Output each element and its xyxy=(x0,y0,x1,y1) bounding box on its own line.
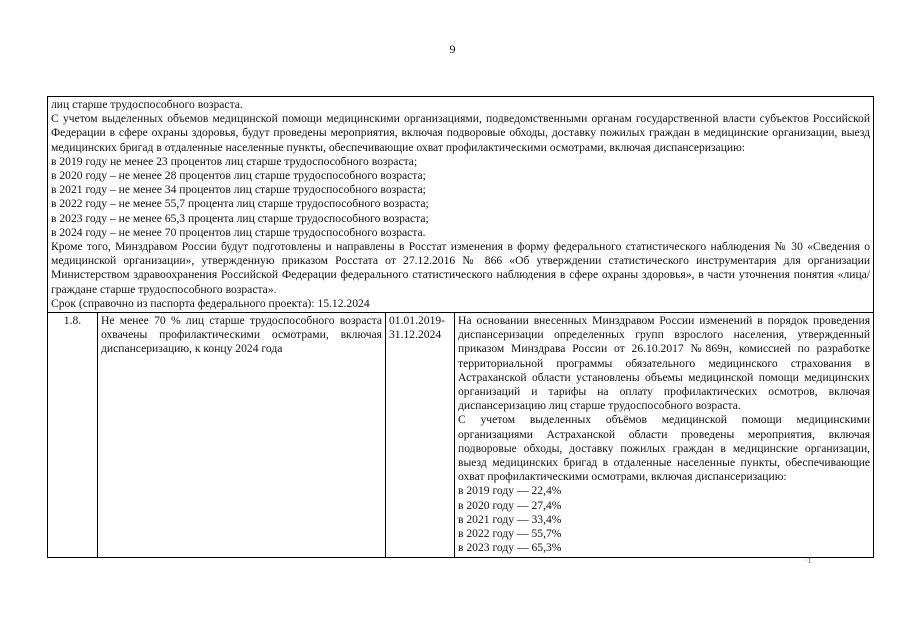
result-paragraph: С учетом выделенных объёмов медицинской помощи медицинскими организациями Астраханской области проведены мероприятия, включая подворовые обходы, доставку пожилых граждан в медицинские организации, выезд медицинских бригад в отдаленные населенные пункты, обеспечивающие охват профилактическими осмотрами, включая диспансеризацию: xyxy=(458,413,871,484)
year-line: в 2023 году – не менее 65,3 процента лиц старше трудоспособного возраста; xyxy=(51,211,429,225)
period-end: 31.12.2024 xyxy=(389,328,442,342)
year-result: в 2020 году — 27,4% xyxy=(458,498,562,512)
stray-mark: ·1 xyxy=(805,556,812,565)
table-row xyxy=(48,313,874,557)
report-table xyxy=(47,96,874,558)
year-result: в 2022 году — 55,7% xyxy=(458,527,562,541)
year-line: в 2021 году – не менее 34 процентов лиц старше трудоспособного возраста; xyxy=(51,183,426,197)
year-result: в 2021 году — 33,4% xyxy=(458,512,562,526)
row-number: 1.8. xyxy=(48,313,98,557)
rosstat-paragraph: Кроме того, Минздравом России будут подготовлены и направлены в Росстат изменения в форму федерального статистического наблюдения № 30 «Сведения о медицинской организации», утвержденную приказом Росстата от 27.12.2016 № 866 «Об утверждении статистического инструментария для организации Министерством здравоохранения Российской Федерации федерального статистического наблюдения в сфере охраны здоровья», в части уточнения понятия «лица/граждане старше трудоспособного возраста». xyxy=(51,240,871,296)
year-line: в 2024 году – не менее 70 процентов лиц старше трудоспособного возраста. xyxy=(51,225,426,239)
year-result: в 2023 году — 65,3% xyxy=(458,541,562,555)
year-line: в 2020 году – не менее 28 процентов лиц старше трудоспособного возраста; xyxy=(51,169,426,183)
year-line: в 2019 году не менее 23 процентов лиц старше трудоспособного возраста; xyxy=(51,154,418,168)
page-number: 9 xyxy=(449,42,456,56)
year-line: в 2022 году – не менее 55,7 процента лиц старше трудоспособного возраста; xyxy=(51,197,429,211)
continuation-text: лиц старше трудоспособного возраста. xyxy=(51,98,243,111)
year-result: в 2019 году — 22,4% xyxy=(458,484,562,498)
period-cell xyxy=(386,313,455,557)
deadline-line: Срок (справочно из паспорта федерального проекта): 15.12.2024 xyxy=(51,296,370,310)
result-cell xyxy=(455,313,874,557)
merged-row xyxy=(48,97,874,313)
measure-cell: Не менее 70 % лиц старше трудоспособного возраста охвачены профилактическими осмотрами, включая диспансеризацию, к концу 2024 года xyxy=(98,313,386,557)
merged-text-cell xyxy=(48,97,874,313)
intro-paragraph: С учетом выделенных объемов медицинской помощи медицинскими организациями, подведомственными органам государственной власти субъектов Российской Федерации в сфере охраны здоровья, будут проведены мероприятия, включая подворовые обходы, доставку пожилых граждан в медицинские организации, выезд медицинских бригад в отдаленные населенные пункты, обеспечивающие охват профилактическими осмотрами, включая диспансеризацию: xyxy=(51,112,871,154)
period-start: 01.01.2019- xyxy=(389,314,446,328)
result-paragraph: На основании внесенных Минздравом России изменений в порядок проведения диспансеризации определенных групп взрослого населения, утвержденный приказом Минздрава России от 26.10.2017 №869н, комиссией по разработке территориальной программы обязательного медицинского страхования в Астраханской области установлены объемы медицинской помощи медицинских организаций и тарифы на оплату профилактических осмотров, включая диспансеризацию лиц старше трудоспособного возраста. xyxy=(458,314,871,413)
